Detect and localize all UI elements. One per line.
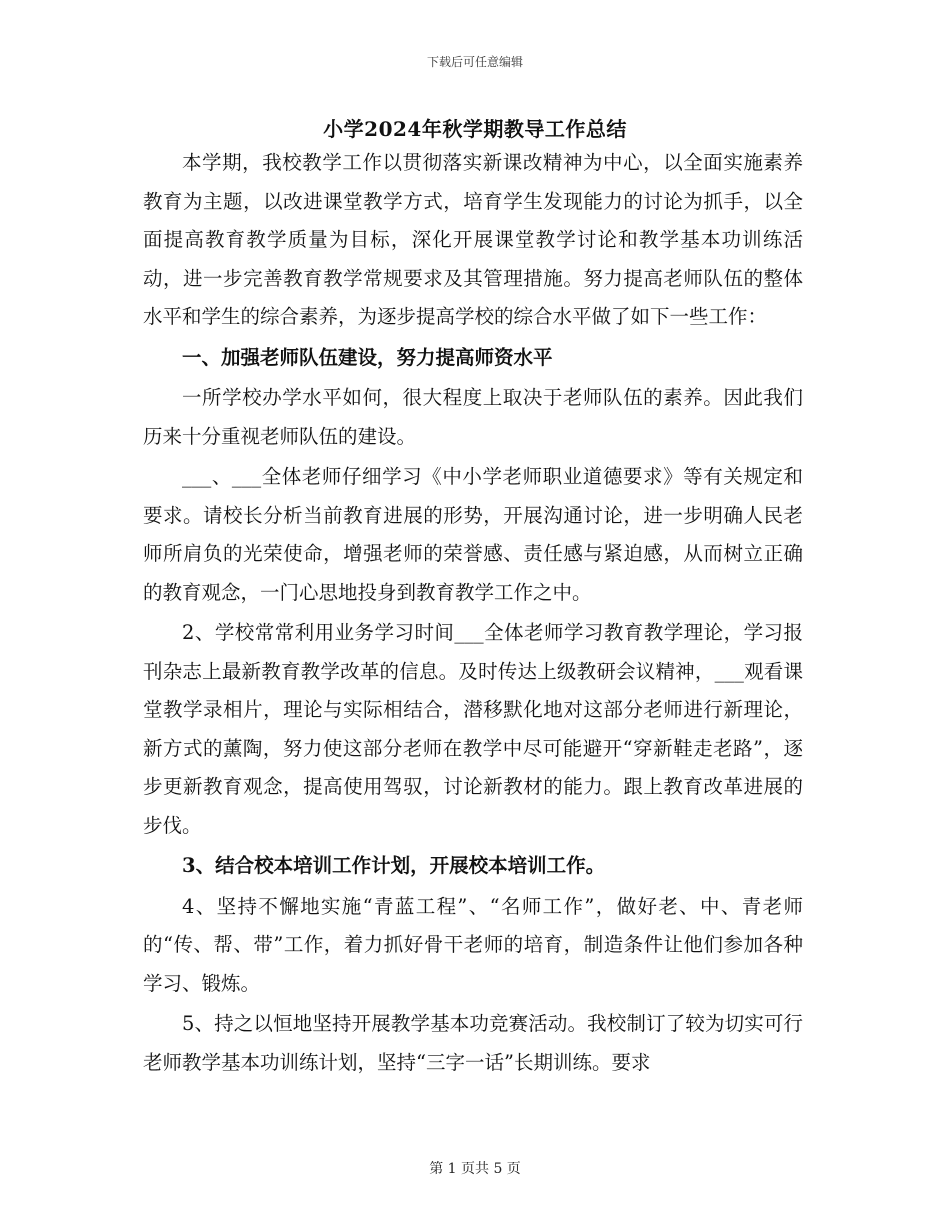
body-paragraph: 4、坚持不懈地实施“青蓝工程”、“名师工作”，做好老、中、青老师的“传、帮、带”工作，着力抓好骨干老师的培育，制造条件让他们参加各种学习、锻炼。 [143,894,803,995]
document-body [143,144,803,1084]
body-paragraph: ___、___全体老师仔细学习《中小学老师职业道德要求》等有关规定和要求。请校长分析当前教育进展的形势，开展沟通讨论，进一步明确人民老师所肩负的光荣使命，增强老师的荣誉感、责任感与紧迫感，从而树立正确的教育观念，一门心思地投身到教育教学工作之中。 [143,465,803,604]
subsection-heading-3: 3、结合校本培训工作计划，开展校本培训工作。 [182,854,606,877]
body-paragraph: 一所学校办学水平如何，很大程度上取决于老师队伍的素养。因此我们历来十分重视老师队伍的建设。 [143,386,803,448]
intro-paragraph: 本学期，我校教学工作以贯彻落实新课改精神为中心，以全面实施素养教育为主题，以改进课堂教学方式，培育学生发现能力的讨论为抓手，以全面提高教育教学质量为目标，深化开展课堂教学讨论和教学基本功训练活动，进一步完善教育教学常规要求及其管理措施。努力提高老师队伍的整体水平和学生的综合素养，为逐步提高学校的综合水平做了如下一些工作： [143,151,803,328]
document-title: 小学2024年秋学期教导工作总结 [323,117,627,141]
body-paragraph: 2、学校常常利用业务学习时间___全体老师学习教育教学理论，学习报刊杂志上最新教育教学改革的信息。及时传达上级教研会议精神，___观看课堂教学录相片，理论与实际相结合，潜移默化地对这部分老师进行新理论，新方式的薰陶，努力使这部分老师在教学中尽可能避开“穿新鞋走老路”，逐步更新教育观念，提高使用驾驭，讨论新教材的能力。跟上教育改革进展的步伐。 [143,621,803,837]
page-header-note: 下载后可任意编辑 [426,55,523,69]
page-footer-number: 第 1 页共 5 页 [429,1161,521,1177]
section-heading-1: 一、加强老师队伍建设，努力提高师资水平 [182,345,553,369]
body-paragraph: 5、持之以恒地坚持开展教学基本功竞赛活动。我校制订了较为切实可行老师教学基本功训练计划，坚持“三字一话”长期训练。要求 [143,1012,803,1074]
